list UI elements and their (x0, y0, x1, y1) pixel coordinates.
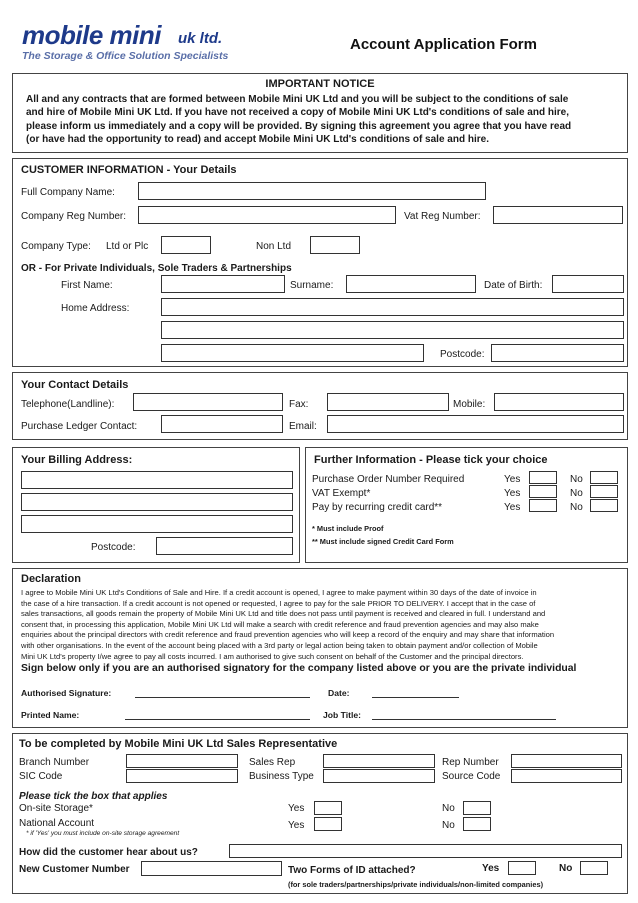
contact-section-title: Your Contact Details (21, 379, 129, 391)
contact-details-panel (12, 372, 628, 440)
hear-about-us-label: How did the customer hear about us? (19, 847, 198, 858)
card-no-checkbox[interactable] (590, 499, 618, 512)
national-no-label: No (442, 820, 455, 831)
logo-brand: mobile mini (22, 20, 161, 50)
authorised-signature-line[interactable] (135, 697, 310, 698)
billing-postcode-field[interactable] (156, 537, 293, 555)
company-logo (22, 20, 252, 68)
id-no-checkbox[interactable] (580, 861, 608, 875)
company-type-label: Company Type: (21, 241, 91, 252)
telephone-field[interactable] (133, 393, 283, 411)
billing-address-line-2[interactable] (21, 493, 293, 511)
further-information-panel (305, 447, 628, 563)
po-no-checkbox[interactable] (590, 471, 618, 484)
credit-card-form-note: ** Must include signed Credit Card Form (312, 537, 454, 546)
rep-number-field[interactable] (511, 754, 622, 768)
surname-field[interactable] (346, 275, 476, 293)
two-forms-id-label: Two Forms of ID attached? (288, 865, 416, 876)
sales-rep-panel (12, 733, 628, 894)
onsite-storage-label: On-site Storage* (19, 803, 93, 814)
onsite-yes-checkbox[interactable] (314, 801, 342, 815)
home-address-label: Home Address: (61, 303, 130, 314)
hear-about-us-field[interactable] (229, 844, 622, 858)
home-postcode-field[interactable] (491, 344, 624, 362)
billing-postcode-label: Postcode: (91, 542, 136, 553)
purchase-ledger-contact-field[interactable] (161, 415, 283, 433)
card-yes-checkbox[interactable] (529, 499, 557, 512)
notice-heading: IMPORTANT NOTICE (265, 78, 375, 90)
non-ltd-checkbox[interactable] (310, 236, 360, 254)
tick-heading: Please tick the box that applies (19, 791, 168, 802)
non-ltd-label: Non Ltd (256, 241, 292, 252)
source-code-field[interactable] (511, 769, 622, 783)
po-yes-checkbox[interactable] (529, 471, 557, 484)
email-label: Email: (289, 421, 317, 432)
home-postcode-label: Postcode: (440, 349, 485, 360)
po-required-label: Purchase Order Number Required (312, 474, 465, 485)
id-yes-label: Yes (482, 863, 500, 874)
national-yes-checkbox[interactable] (314, 817, 342, 831)
notice-line: and hire of Mobile Mini UK Ltd. If you have not received a copy of Mobile Mini UK Ltd's conditions of sale and hire, (26, 107, 569, 119)
id-no-label: No (559, 863, 573, 874)
card-no-label: No (570, 502, 583, 513)
printed-name-label: Printed Name: (21, 710, 80, 720)
ltd-or-plc-label: Ltd or Plc (106, 241, 149, 252)
company-reg-number-field[interactable] (138, 206, 396, 224)
further-info-title: Further Information - Please tick your choice (314, 454, 548, 466)
onsite-yes-label: Yes (288, 803, 305, 814)
vat-reg-number-field[interactable] (493, 206, 623, 224)
logo-tagline: The Storage & Office Solution Specialists (22, 50, 229, 62)
notice-line: (or have had the opportunity to read) and accept Mobile Mini UK Ltd's conditions of sale and hire. (26, 133, 489, 145)
sales-rep-label: Sales Rep (249, 757, 296, 768)
home-address-line-3[interactable] (161, 344, 424, 362)
vat-reg-number-label: Vat Reg Number: (404, 211, 481, 222)
national-no-checkbox[interactable] (463, 817, 491, 831)
vat-exempt-label: VAT Exempt* (312, 488, 371, 499)
logo-suffix: uk ltd. (178, 30, 223, 47)
home-address-line-2[interactable] (161, 321, 624, 339)
proof-note: * Must include Proof (312, 524, 384, 533)
declaration-line: the case of a hire transaction. If a credit account is not opened or requested, I agree to pay for the sale PRIOR TO DELIVERY. I accept that in the case of (21, 598, 536, 608)
declaration-panel (12, 568, 628, 728)
date-of-birth-label: Date of Birth: (484, 280, 543, 291)
national-account-label: National Account (19, 818, 95, 829)
declaration-line: with other organisations. In the event of the account being placed with a 3rd party or legal action being taken to obtain payment and/or collection of Mobile (21, 640, 538, 650)
source-code-label: Source Code (442, 771, 501, 782)
fax-field[interactable] (327, 393, 449, 411)
onsite-no-checkbox[interactable] (463, 801, 491, 815)
mobile-field[interactable] (494, 393, 624, 411)
new-customer-number-field[interactable] (141, 861, 282, 876)
company-reg-number-label: Company Reg Number: (21, 211, 127, 222)
notice-text (26, 93, 626, 146)
first-name-field[interactable] (161, 275, 285, 293)
rep-number-label: Rep Number (442, 757, 499, 768)
authorised-signature-label: Authorised Signature: (21, 688, 112, 698)
notice-line: please inform us immediately and a copy will be provided. By signing this agreement you agree that you have read (26, 120, 572, 132)
fax-label: Fax: (289, 399, 309, 410)
id-note: (for sole traders/partnerships/private individuals/non-limited companies) (288, 880, 544, 889)
sales-rep-field[interactable] (323, 754, 435, 768)
important-notice-panel (12, 73, 628, 153)
full-company-name-field[interactable] (138, 182, 486, 200)
branch-number-field[interactable] (126, 754, 238, 768)
po-yes-label: Yes (504, 474, 521, 485)
card-yes-label: Yes (504, 502, 521, 513)
customer-information-panel (12, 158, 628, 367)
vat-yes-label: Yes (504, 488, 521, 499)
notice-line: All and any contracts that are formed between Mobile Mini UK Ltd and you will be subject to the conditions of sale (26, 94, 569, 105)
branch-number-label: Branch Number (19, 757, 90, 768)
declaration-line: sales transactions, all goods remain the property of Mobile Mini UK Ltd and title does not pass until payment is received and cleared in full. I understand and (21, 609, 546, 619)
onsite-storage-note: * if 'Yes' you must include on-site storage agreement (26, 830, 180, 837)
declaration-text (21, 588, 622, 662)
billing-address-panel (12, 447, 300, 563)
job-title-line[interactable] (372, 719, 556, 720)
business-type-label: Business Type (249, 771, 314, 782)
ltd-or-plc-checkbox[interactable] (161, 236, 211, 254)
sic-code-label: SIC Code (19, 771, 63, 782)
declaration-line: consent that, in processing this application, Mobile Mini UK Ltd will make a search with credit reference and fraud prevention agencies and may also make (21, 619, 539, 629)
declaration-line: enquiries about the principal directors with credit reference and fraud prevention agencies who will keep a record of the enquiry and may share that information (21, 630, 555, 640)
page-title: Account Application Form (350, 36, 537, 53)
onsite-no-label: No (442, 803, 455, 814)
billing-section-title: Your Billing Address: (21, 454, 133, 466)
first-name-label: First Name: (61, 280, 113, 291)
po-no-label: No (570, 474, 583, 485)
full-company-name-label: Full Company Name: (21, 187, 115, 198)
billing-address-line-1[interactable] (21, 471, 293, 489)
vat-yes-checkbox[interactable] (529, 485, 557, 498)
private-individuals-heading: OR - For Private Individuals, Sole Traders & Partnerships (21, 263, 292, 274)
printed-name-line[interactable] (125, 719, 310, 720)
vat-no-checkbox[interactable] (590, 485, 618, 498)
telephone-label: Telephone(Landline): (21, 399, 115, 410)
date-of-birth-field[interactable] (552, 275, 624, 293)
home-address-line-1[interactable] (161, 298, 624, 316)
new-customer-number-label: New Customer Number (19, 864, 130, 875)
surname-label: Surname: (290, 280, 334, 291)
declaration-title: Declaration (21, 573, 81, 585)
id-yes-checkbox[interactable] (508, 861, 536, 875)
recurring-card-label: Pay by recurring credit card** (312, 502, 443, 513)
sales-rep-title: To be completed by Mobile Mini UK Ltd Sales Representative (19, 738, 338, 750)
date-label: Date: (328, 688, 350, 698)
vat-no-label: No (570, 488, 583, 499)
purchase-ledger-contact-label: Purchase Ledger Contact: (21, 421, 138, 432)
job-title-label: Job Title: (323, 710, 362, 720)
email-field[interactable] (327, 415, 624, 433)
national-yes-label: Yes (288, 820, 305, 831)
date-line[interactable] (372, 697, 459, 698)
mobile-label: Mobile: (453, 399, 486, 410)
billing-address-line-3[interactable] (21, 515, 293, 533)
business-type-field[interactable] (323, 769, 435, 783)
sign-heading: Sign below only if you are an authorised signatory for the company listed above or you are the private individual (21, 663, 577, 674)
customer-section-title: CUSTOMER INFORMATION - Your Details (21, 164, 237, 176)
declaration-line: Mini UK Ltd's property I/we agree to pay all costs incurred. I am authorised to give such consent on behalf of the Customer and the principal directors. (21, 651, 524, 661)
declaration-line: I agree to Mobile Mini UK Ltd's Conditions of Sale and Hire. If a credit account is opened, I agree to make payment within 30 days of the date of invoice in (21, 588, 537, 597)
sic-code-field[interactable] (126, 769, 238, 783)
